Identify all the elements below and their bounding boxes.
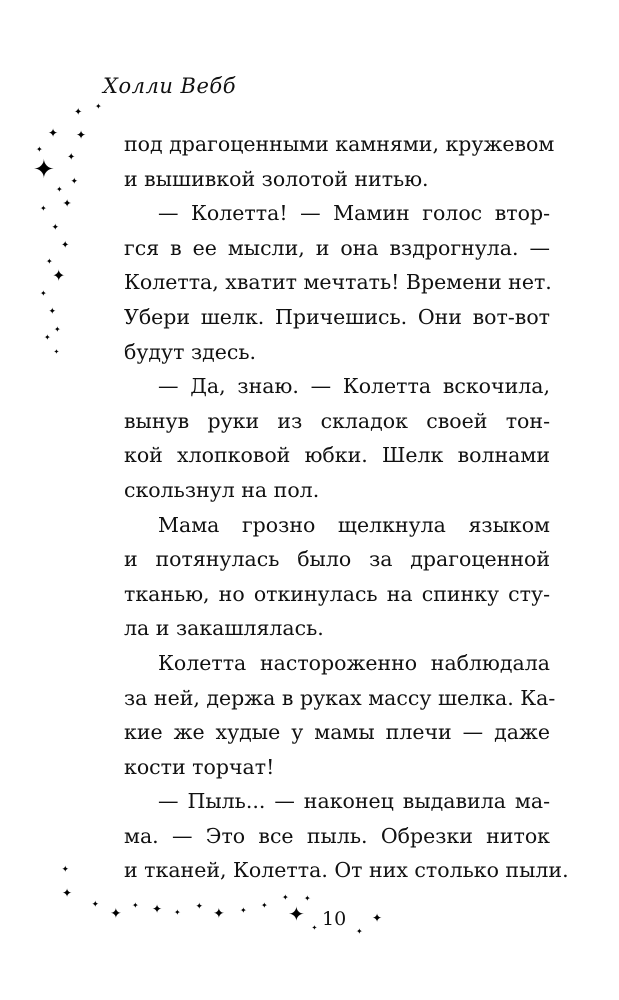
text-line: и вышивкой золотой нитью. bbox=[124, 166, 429, 191]
sparkle-star-icon: ✦ bbox=[33, 155, 55, 185]
sparkle-star-icon: ✦ bbox=[372, 911, 383, 925]
sparkle-star-icon: ✦ bbox=[288, 902, 305, 926]
text-line: и тканей, Колетта. От них столько пыли. bbox=[124, 858, 569, 883]
sparkle-star-icon: ✦ bbox=[110, 906, 122, 922]
sparkle-star-icon: ✦ bbox=[95, 102, 102, 111]
text-line: Колетта настороженно наблюдала bbox=[158, 650, 550, 675]
sparkle-star-icon: ✦ bbox=[195, 901, 204, 912]
text-line: за ней, держа в руках массу шелка. Ка- bbox=[124, 685, 556, 710]
text-line: — Колетта! — Мамин голос втор- bbox=[158, 201, 550, 226]
text-line: Убери шелк. Причешись. Они вот-вот bbox=[124, 304, 550, 329]
running-head-author: Холли Вебб bbox=[103, 74, 237, 98]
text-line: — Да, знаю. — Колетта вскочила, bbox=[158, 374, 550, 399]
sparkle-star-icon: ✦ bbox=[40, 204, 47, 213]
text-line: тканью, но откинулась на спинку сту- bbox=[124, 581, 550, 606]
page-number: 10 bbox=[322, 908, 347, 930]
sparkle-star-icon: ✦ bbox=[67, 152, 76, 163]
text-line: под драгоценными камнями, кружевом bbox=[124, 132, 555, 156]
sparkle-star-icon: ✦ bbox=[152, 902, 163, 916]
sparkle-star-icon: ✦ bbox=[48, 306, 57, 317]
sparkle-star-icon: ✦ bbox=[213, 906, 225, 922]
sparkle-star-icon: ✦ bbox=[70, 176, 79, 187]
sparkle-star-icon: ✦ bbox=[282, 893, 289, 902]
text-line: ма. — Это все пыль. Обрезки ниток bbox=[124, 823, 550, 848]
body-text bbox=[124, 127, 569, 888]
sparkle-star-icon: ✦ bbox=[311, 923, 318, 932]
sparkle-star-icon: ✦ bbox=[48, 126, 59, 140]
sparkle-star-icon: ✦ bbox=[240, 906, 247, 915]
sparkle-star-icon: ✦ bbox=[44, 333, 51, 342]
sparkle-star-icon: ✦ bbox=[91, 899, 100, 910]
text-line: кой хлопковой юбки. Шелк волнами bbox=[124, 443, 550, 468]
sparkle-star-icon: ✦ bbox=[53, 347, 60, 356]
sparkle-star-icon: ✦ bbox=[132, 901, 139, 910]
sparkle-star-icon: ✦ bbox=[356, 927, 363, 936]
sparkle-star-icon: ✦ bbox=[74, 107, 83, 118]
sparkle-star-icon: ✦ bbox=[261, 901, 268, 910]
text-line: и потянулась было за драгоценной bbox=[124, 547, 550, 572]
text-line: кости торчат! bbox=[124, 754, 275, 779]
text-line: Мама грозно щелкнула языком bbox=[158, 512, 550, 537]
sparkle-star-icon: ✦ bbox=[36, 145, 43, 154]
text-line: ла и закашлялась. bbox=[124, 616, 324, 641]
sparkle-star-icon: ✦ bbox=[46, 257, 53, 266]
sparkle-star-icon: ✦ bbox=[62, 196, 72, 210]
sparkle-star-icon: ✦ bbox=[52, 266, 66, 285]
text-line: будут здесь. bbox=[124, 339, 257, 364]
sparkle-star-icon: ✦ bbox=[40, 289, 47, 298]
sparkle-star-icon: ✦ bbox=[61, 240, 70, 251]
text-line: вынув руки из складок своей тон- bbox=[124, 408, 550, 433]
text-line: гся в ее мысли, и она вздрогнула. — bbox=[124, 235, 550, 260]
sparkle-star-icon: ✦ bbox=[76, 128, 87, 142]
text-line: Колетта, хватит мечтать! Времени нет. bbox=[124, 270, 552, 295]
sparkle-star-icon: ✦ bbox=[61, 864, 70, 875]
sparkle-star-icon: ✦ bbox=[54, 325, 61, 334]
sparkle-star-icon: ✦ bbox=[304, 894, 311, 903]
sparkle-star-icon: ✦ bbox=[62, 886, 73, 900]
sparkle-star-icon: ✦ bbox=[174, 908, 181, 917]
text-line: — Пыль... — наконец выдавила ма- bbox=[158, 789, 550, 814]
text-line: кие же худые у мамы плечи — даже bbox=[124, 720, 550, 745]
sparkle-star-icon: ✦ bbox=[56, 185, 63, 194]
text-line: скользнул на пол. bbox=[124, 477, 320, 502]
sparkle-star-icon: ✦ bbox=[51, 222, 60, 233]
